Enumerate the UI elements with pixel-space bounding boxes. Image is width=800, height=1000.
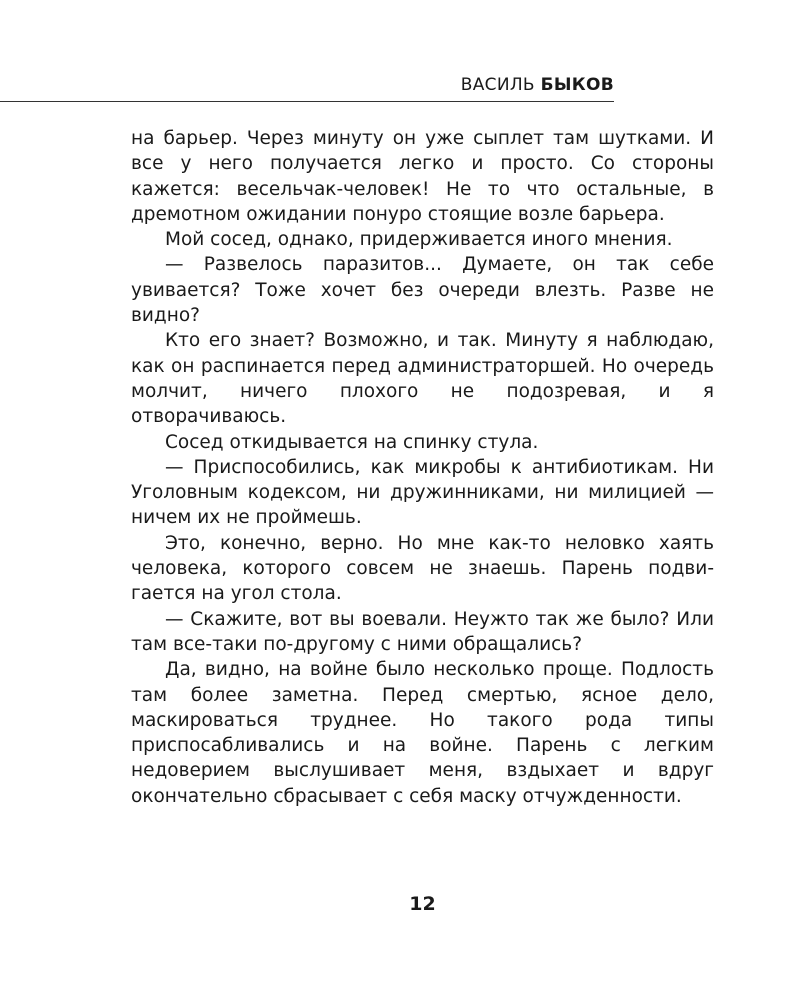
paragraph: Мой сосед, однако, придерживается иного мнения. (165, 229, 673, 251)
author-last-name: БЫКОВ (540, 75, 614, 95)
page-number: 12 (409, 893, 436, 915)
paragraph-dialogue: — Развелось паразитов... Думаете, он так себе увивается? Тоже хочет без очереди влезть. Разве не видно? (131, 254, 714, 327)
paragraph: Это, конечно, верно. Но мне как-то неловко хаять человека, которого совсем не знаешь. Парень подвигается на угол стола. (131, 532, 714, 605)
paragraph: Кто его знает? Возможно, и так. Минуту я наблюдаю, как он распинается перед администраторшей. Но очередь молчит, ничего плохого не подозревая, и я отворачиваюсь. (131, 330, 714, 428)
body-text (131, 126, 714, 809)
author-first-name: ВАСИЛЬ (460, 75, 535, 95)
paragraph-continuation: на барьер. Через минуту он уже сыплет там шутками. И все у него получается легко и просто. Со стороны кажется: весельчак-человек! Не то что остальные, в дремотном ожидании понуро стоящие возле барьера. (131, 128, 714, 225)
header-rule (0, 101, 614, 102)
paragraph-dialogue: — Приспособились, как микробы к антибиотикам. Ни Уголовным кодексом, ни дружинниками, ни милицией — ничем их не проймешь. (131, 456, 714, 529)
paragraph: Сосед откидывается на спинку стула. (165, 431, 539, 453)
paragraph: Да, видно, на войне было несколько проще. Подлость там более заметна. Перед смертью, ясное дело, маскироваться труднее. Но такого рода типы приспосабливались и на войне. Парень с легким недоверием выслушивает меня, вздыхает и вдруг окончательно сбрасывает с себя маску отчужденности. (131, 659, 714, 807)
paragraph-dialogue: — Скажите, вот вы воевали. Неужто так же было? Или там все-таки по-другому с ними обращались? (131, 608, 714, 655)
running-head (0, 75, 614, 95)
